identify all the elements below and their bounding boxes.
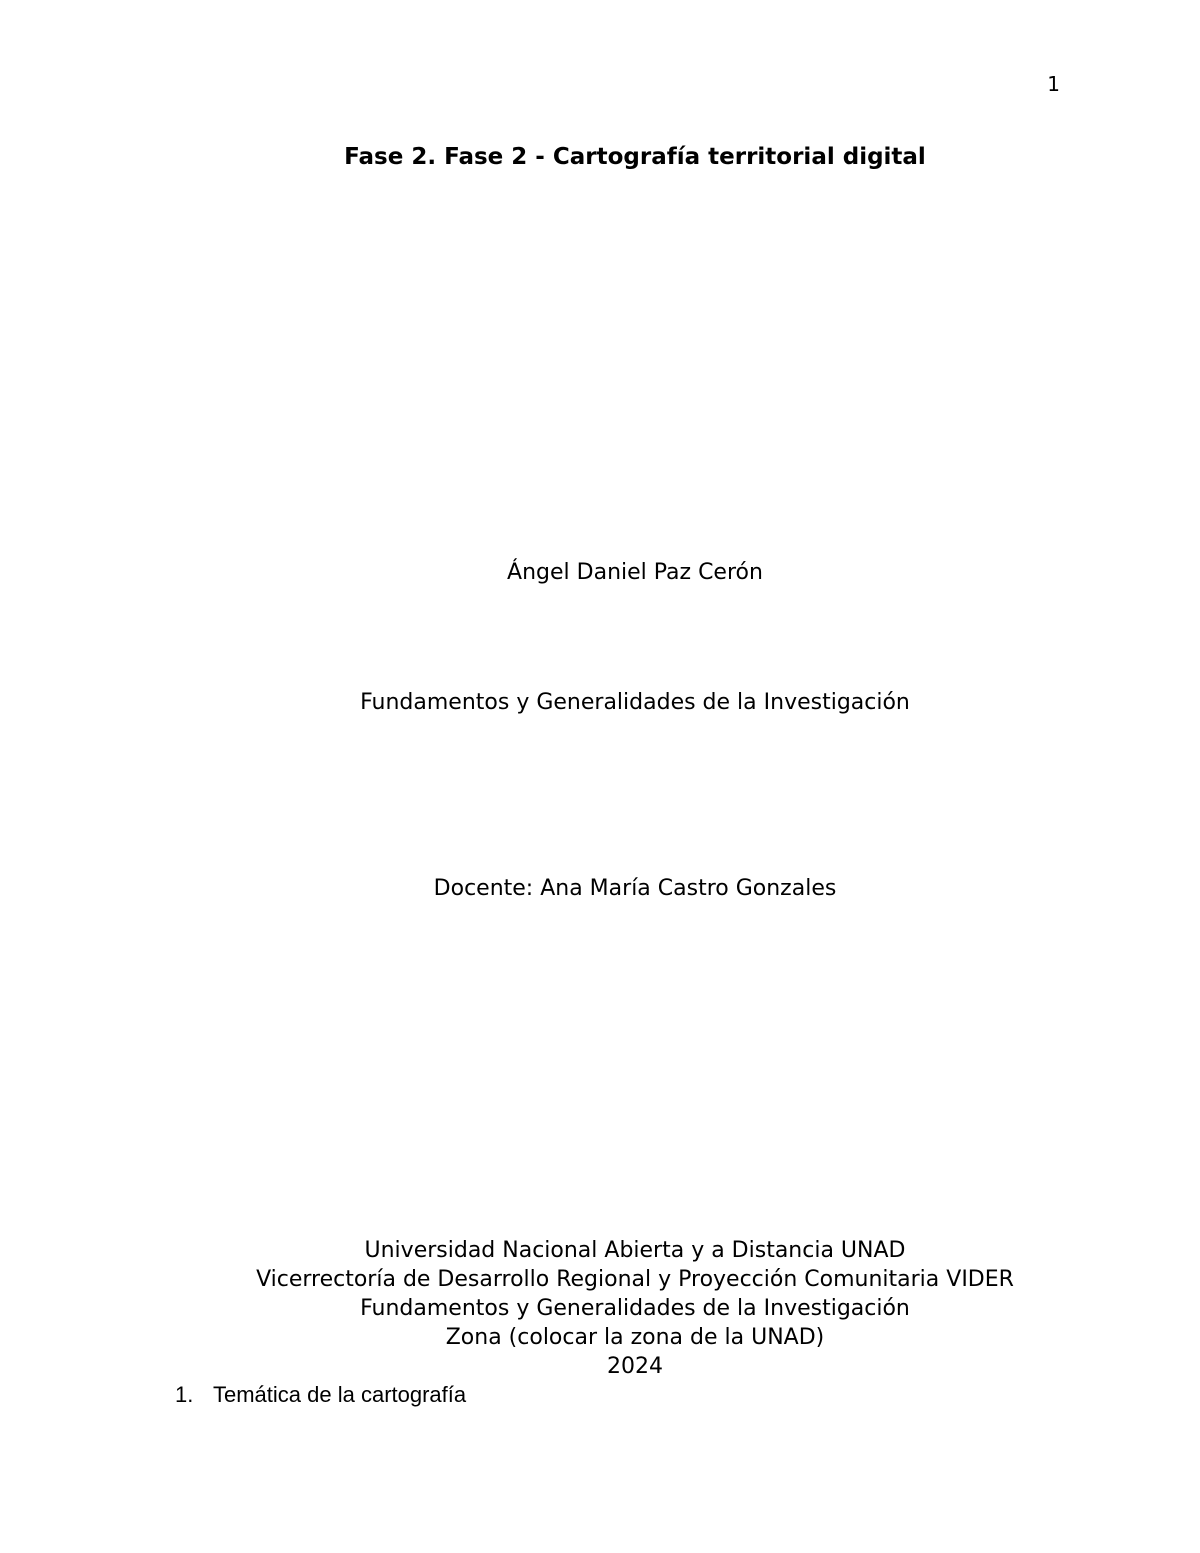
document-title: Fase 2. Fase 2 - Cartografía territorial digital	[344, 144, 926, 170]
list-item-text: Temática de la cartografía	[213, 1382, 467, 1407]
list-item-marker: 1.	[175, 1382, 194, 1407]
course-name: Fundamentos y Generalidades de la Investigación	[360, 690, 910, 715]
numbered-list	[175, 1381, 466, 1409]
institution-vicerrectoria: Vicerrectoría de Desarrollo Regional y Proyección Comunitaria VIDER	[256, 1267, 1014, 1292]
institution-year: 2024	[607, 1354, 663, 1379]
institution-university: Universidad Nacional Abierta y a Distancia UNAD	[364, 1238, 906, 1263]
author-name: Ángel Daniel Paz Cerón	[507, 560, 763, 585]
page-number: 1	[1047, 72, 1060, 96]
list-item	[175, 1381, 466, 1409]
institution-course: Fundamentos y Generalidades de la Investigación	[360, 1296, 910, 1321]
institution-block	[0, 1236, 1200, 1381]
institution-zone: Zona (colocar la zona de la UNAD)	[445, 1325, 825, 1350]
teacher-name: Docente: Ana María Castro Gonzales	[433, 876, 837, 901]
